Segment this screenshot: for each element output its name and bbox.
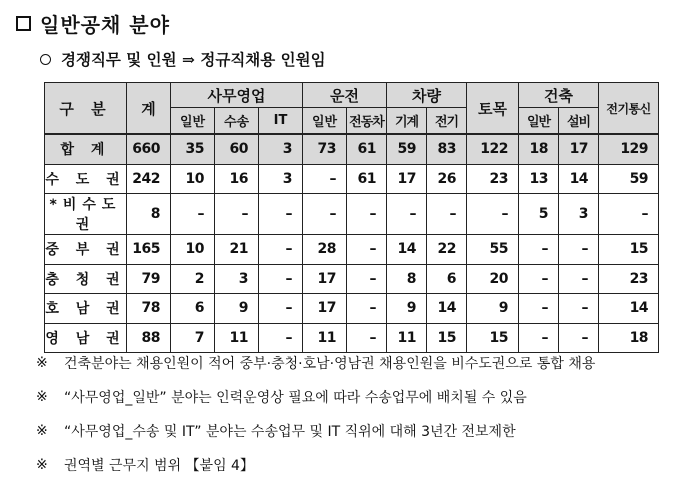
table-cell: – xyxy=(259,194,303,235)
table-cell: 11 xyxy=(215,323,259,353)
subheader-cell: 수송 xyxy=(215,108,259,135)
header-electric-comm: 전기통신 xyxy=(599,83,659,135)
total-row xyxy=(45,134,659,164)
row-label: 충 청 권 xyxy=(45,264,127,294)
table-row xyxy=(45,164,659,194)
table-cell: 13 xyxy=(519,164,559,194)
table-cell: 28 xyxy=(303,235,347,265)
table-cell: – xyxy=(171,194,215,235)
table-cell: 14 xyxy=(427,294,467,324)
reference-mark-icon: ※ xyxy=(36,423,48,439)
table-cell: 660 xyxy=(127,134,171,164)
subheader-cell: 일반 xyxy=(171,108,215,135)
table-cell: 14 xyxy=(387,235,427,265)
table-cell: 73 xyxy=(303,134,347,164)
table-cell: 61 xyxy=(347,134,387,164)
table-cell: – xyxy=(519,294,559,324)
subheader-cell: 일반 xyxy=(303,108,347,135)
table-cell: 11 xyxy=(303,323,347,353)
table-cell: 6 xyxy=(171,294,215,324)
subheader-cell: 기계 xyxy=(387,108,427,135)
table-cell: – xyxy=(259,294,303,324)
table-cell: 3 xyxy=(559,194,599,235)
table-cell: 78 xyxy=(127,294,171,324)
header-vehicle: 차량 xyxy=(387,83,467,108)
table-cell: – xyxy=(559,294,599,324)
table-cell: – xyxy=(467,194,519,235)
subheader-cell: 전기 xyxy=(427,108,467,135)
table-cell: – xyxy=(347,323,387,353)
note-text: “사무영업_일반” 분야는 인력운영상 필요에 따라 수송업무에 배치될 수 있음 xyxy=(64,390,527,406)
table-cell: 8 xyxy=(387,264,427,294)
table-cell: – xyxy=(519,235,559,265)
row-label: 영 남 권 xyxy=(45,323,127,353)
reference-mark-icon: ※ xyxy=(36,457,48,473)
table-cell: 22 xyxy=(427,235,467,265)
note-text: “사무영업_수송 및 IT” 분야는 수송업무 및 IT 직위에 대해 3년간 전보제한 xyxy=(64,424,516,440)
table-cell: 14 xyxy=(599,294,659,324)
table-cell: – xyxy=(347,294,387,324)
table-cell: 20 xyxy=(467,264,519,294)
section-subtitle-text: 경쟁직무 및 인원 ⇒ 정규직채용 인원임 xyxy=(61,50,326,69)
table-cell: 3 xyxy=(259,164,303,194)
row-label: 호 남 권 xyxy=(45,294,127,324)
row-label: 수 도 권 xyxy=(45,164,127,194)
table-cell: – xyxy=(559,323,599,353)
table-cell: – xyxy=(599,194,659,235)
table-cell: 17 xyxy=(559,134,599,164)
section-title xyxy=(16,8,170,38)
note-item xyxy=(36,380,595,414)
reference-mark-icon: ※ xyxy=(36,355,48,371)
table-cell: – xyxy=(559,235,599,265)
table-row xyxy=(45,294,659,324)
table-row xyxy=(45,264,659,294)
circle-bullet-icon xyxy=(40,54,51,65)
table-cell: 9 xyxy=(387,294,427,324)
table-cell: – xyxy=(303,194,347,235)
table-cell: 7 xyxy=(171,323,215,353)
table-cell: – xyxy=(559,264,599,294)
table-cell: 15 xyxy=(467,323,519,353)
note-item xyxy=(36,414,595,448)
table-cell: 83 xyxy=(427,134,467,164)
table-cell: 35 xyxy=(171,134,215,164)
notes-list xyxy=(36,346,595,482)
table-cell: – xyxy=(259,323,303,353)
note-text: 권역별 근무지 범위 【붙임 4】 xyxy=(64,458,254,474)
table-cell: 10 xyxy=(171,164,215,194)
table-cell: – xyxy=(519,264,559,294)
table-cell: 61 xyxy=(347,164,387,194)
table-cell: 79 xyxy=(127,264,171,294)
table-cell: – xyxy=(259,264,303,294)
table-cell: 59 xyxy=(599,164,659,194)
table-cell: – xyxy=(347,264,387,294)
table-cell: 17 xyxy=(387,164,427,194)
header-driving: 운전 xyxy=(303,83,387,108)
table-cell: 242 xyxy=(127,164,171,194)
note-item xyxy=(36,346,595,380)
table-cell: 23 xyxy=(599,264,659,294)
table-cell: 9 xyxy=(215,294,259,324)
table-cell: – xyxy=(347,235,387,265)
header-total: 계 xyxy=(127,83,171,135)
table-cell: 3 xyxy=(215,264,259,294)
table-row xyxy=(45,235,659,265)
header-architecture: 건축 xyxy=(519,83,599,108)
section-title-text: 일반공채 분야 xyxy=(40,12,170,37)
table-cell: 165 xyxy=(127,235,171,265)
table-cell: 14 xyxy=(559,164,599,194)
table-cell: – xyxy=(347,194,387,235)
table-cell: 15 xyxy=(599,235,659,265)
table-cell: – xyxy=(427,194,467,235)
table-cell: 11 xyxy=(387,323,427,353)
table-cell: 6 xyxy=(427,264,467,294)
table-cell: – xyxy=(259,235,303,265)
table-cell: 8 xyxy=(127,194,171,235)
row-label: *비수도권 xyxy=(45,194,127,235)
reference-mark-icon: ※ xyxy=(36,389,48,405)
table-cell: 9 xyxy=(467,294,519,324)
table-cell: – xyxy=(387,194,427,235)
table-cell: 18 xyxy=(599,323,659,353)
note-text: 건축분야는 채용인원이 적어 중부·충청·호남·영남권 채용인원을 비수도권으로 통합 채용 xyxy=(64,356,596,372)
table-cell: 23 xyxy=(467,164,519,194)
header-category: 구 분 xyxy=(45,83,127,135)
subheader-cell: 전동차 xyxy=(347,108,387,135)
table-cell: 10 xyxy=(171,235,215,265)
table-cell: 18 xyxy=(519,134,559,164)
table-cell: 17 xyxy=(303,264,347,294)
section-subtitle xyxy=(40,46,326,72)
table-cell: 17 xyxy=(303,294,347,324)
table-cell: 88 xyxy=(127,323,171,353)
subheader-cell: 설비 xyxy=(559,108,599,135)
checkbox-square-icon xyxy=(16,16,31,31)
table-cell: – xyxy=(215,194,259,235)
table-cell: – xyxy=(303,164,347,194)
table-cell: 3 xyxy=(259,134,303,164)
table-cell: 60 xyxy=(215,134,259,164)
table-cell: 5 xyxy=(519,194,559,235)
table-cell: 21 xyxy=(215,235,259,265)
table-row xyxy=(45,194,659,235)
table-cell: 2 xyxy=(171,264,215,294)
subheader-cell: 일반 xyxy=(519,108,559,135)
table-cell: 16 xyxy=(215,164,259,194)
table-cell: 55 xyxy=(467,235,519,265)
table-cell: 15 xyxy=(427,323,467,353)
table-cell: 26 xyxy=(427,164,467,194)
header-office-sales: 사무영업 xyxy=(171,83,303,108)
table-cell: 59 xyxy=(387,134,427,164)
row-label: 합 계 xyxy=(45,134,127,164)
header-civil: 토목 xyxy=(467,83,519,135)
table-cell: 122 xyxy=(467,134,519,164)
recruitment-table xyxy=(44,82,659,353)
table-cell: – xyxy=(519,323,559,353)
row-label: 중 부 권 xyxy=(45,235,127,265)
subheader-cell: IT xyxy=(259,108,303,135)
note-item xyxy=(36,448,595,482)
table-cell: 129 xyxy=(599,134,659,164)
